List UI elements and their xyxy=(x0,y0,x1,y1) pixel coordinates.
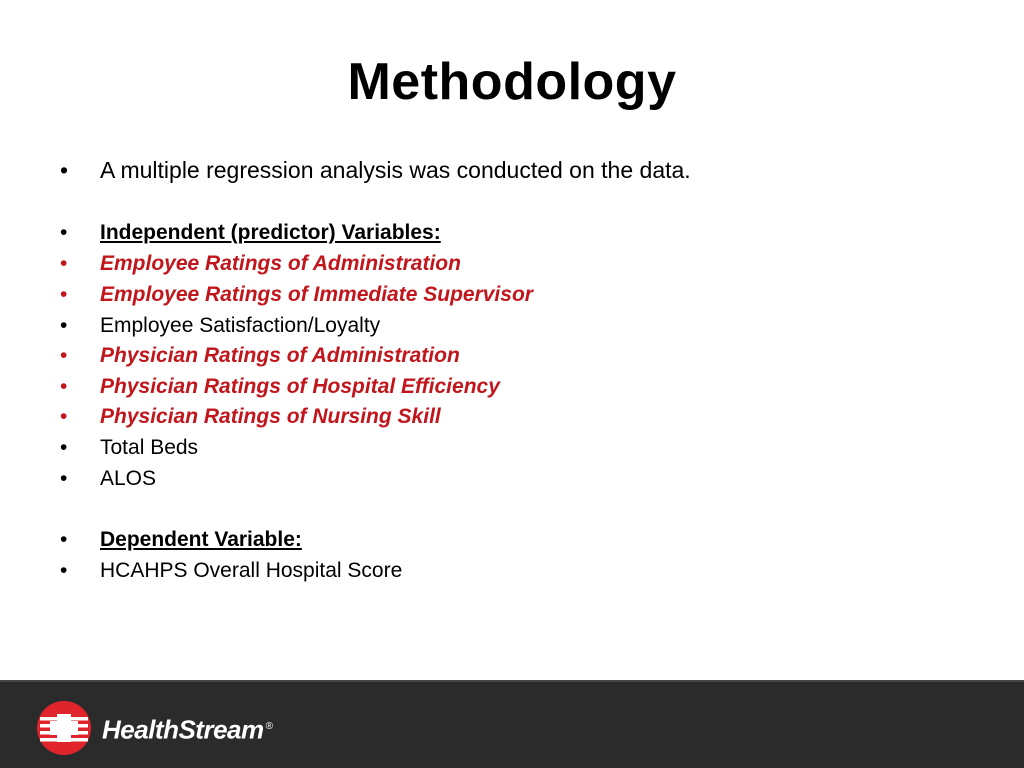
bullet-text: Employee Satisfaction/Loyalty xyxy=(100,314,381,337)
slide-title: Methodology xyxy=(347,53,677,111)
bullet-marker: • xyxy=(60,283,68,306)
bullet-text: Physician Ratings of Hospital Efficiency xyxy=(100,375,500,398)
footer-bar xyxy=(0,680,1024,768)
bullet-text: Total Beds xyxy=(100,436,199,459)
bullet-text: Employee Ratings of Immediate Supervisor xyxy=(100,283,533,306)
bullet-marker: • xyxy=(60,405,68,428)
brand-name xyxy=(102,712,273,745)
bullet-marker: • xyxy=(60,344,68,367)
bullet-text: ALOS xyxy=(100,467,157,490)
section-heading: Independent (predictor) Variables: xyxy=(100,221,441,244)
bullet-marker: • xyxy=(60,559,68,582)
footer-divider xyxy=(0,680,1024,682)
brand-wordmark: HealthStream xyxy=(102,714,264,745)
bullet-text: Physician Ratings of Nursing Skill xyxy=(100,405,441,428)
bullet-marker: • xyxy=(60,528,68,551)
bullet-text: Employee Ratings of Administration xyxy=(100,252,461,275)
bullet-marker: • xyxy=(60,467,68,490)
bullet-marker: • xyxy=(60,436,68,459)
bullet-marker: • xyxy=(60,375,68,398)
bullet-marker: • xyxy=(60,314,68,337)
section-heading: Dependent Variable: xyxy=(100,528,302,551)
healthstream-logo-icon xyxy=(36,700,92,756)
bullet-text: A multiple regression analysis was conducted on the data. xyxy=(100,157,691,183)
bullet-marker: • xyxy=(60,157,69,183)
healthstream-logo xyxy=(36,698,336,754)
bullet-text: Physician Ratings of Administration xyxy=(100,344,460,367)
bullet-marker: • xyxy=(60,252,68,275)
bullet-marker: • xyxy=(60,221,68,244)
bullet-text: HCAHPS Overall Hospital Score xyxy=(100,559,403,582)
registered-mark: ® xyxy=(265,721,273,732)
